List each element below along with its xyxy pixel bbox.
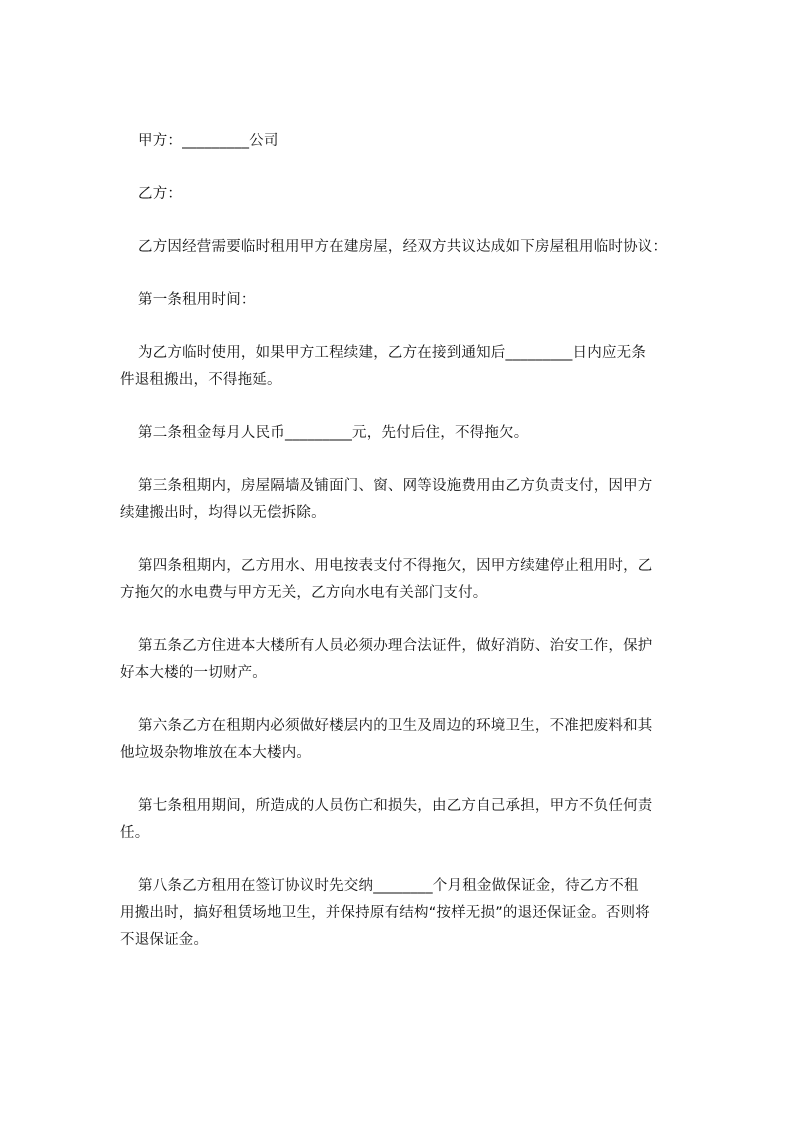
article-5-line-1: 第五条乙方住进本大楼所有人员必须办理合法证件，做好消防、治安工作，保护: [138, 638, 653, 654]
article-7-line-1: 第七条租用期间，所造成的人员伤亡和损失，由乙方自己承担，甲方不负任何责: [138, 798, 653, 814]
party-b-text: 乙方：: [138, 186, 183, 202]
article-2: [120, 420, 706, 447]
article-1-body: [120, 340, 706, 394]
article-3-line-2: 续建搬出时，均得以无偿拆除。: [120, 505, 326, 521]
article-6: [120, 713, 706, 767]
party-a-line: [120, 128, 706, 155]
article-1-body-line-1: 为乙方临时使用，如果甲方工程续建，乙方在接到通知后_________日内应无条: [138, 345, 647, 361]
article-5: [120, 633, 706, 687]
article-1-body-line-2: 件退租搬出，不得拖延。: [120, 372, 282, 388]
party-a-text: 甲方：_________公司: [138, 133, 279, 149]
article-1-title: [120, 287, 706, 314]
article-3: [120, 473, 706, 527]
article-4: [120, 553, 706, 607]
article-7: [120, 793, 706, 847]
article-1-title-text: 第一条租用时间：: [138, 292, 256, 308]
article-2-text: 第二条租金每月人民币_________元，先付后住，不得拖欠。: [138, 425, 529, 441]
article-7-line-2: 任。: [120, 825, 150, 841]
article-8-line-3: 不退保证金。: [120, 932, 209, 948]
article-6-line-2: 他垃圾杂物堆放在本大楼内。: [120, 745, 312, 761]
article-4-line-2: 方拖欠的水电费与甲方无关，乙方向水电有关部门支付。: [120, 585, 488, 601]
article-5-line-2: 好本大楼的一切财产。: [120, 665, 267, 681]
intro-paragraph: [120, 234, 706, 261]
article-3-line-1: 第三条租期内，房屋隔墙及铺面门、窗、网等设施费用由乙方负责支付，因甲方: [138, 478, 653, 494]
article-4-line-1: 第四条租期内，乙方用水、用电按表支付不得拖欠，因甲方续建停止租用时，乙: [138, 558, 653, 574]
article-8: [120, 873, 706, 954]
article-8-line-1: 第八条乙方租用在签订协议时先交纳________个月租金做保证金，待乙方不租: [138, 878, 639, 894]
article-6-line-1: 第六条乙方在租期内必须做好楼层内的卫生及周边的环境卫生，不准把废料和其: [138, 718, 653, 734]
party-b-line: [120, 181, 706, 208]
article-8-line-2: 用搬出时，搞好租赁场地卫生，并保持原有结构“按样无损”的退还保证金。否则将: [120, 905, 650, 921]
intro-text: 乙方因经营需要临时租用甲方在建房屋，经双方共议达成如下房屋租用临时协议：: [138, 239, 668, 255]
